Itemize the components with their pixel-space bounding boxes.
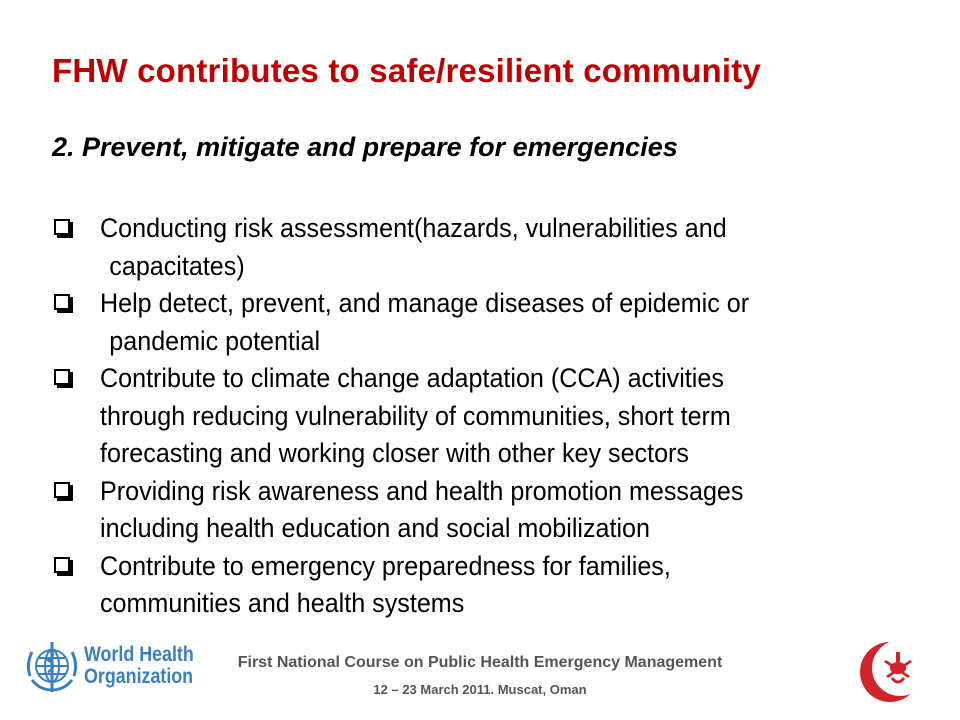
bullet-line: forecasting and working closer with other key sectors [100, 438, 689, 468]
bullet-line: Contribute to emergency preparedness for families, [100, 550, 671, 581]
bullet-line: through reducing vulnerability of communities, short term [100, 400, 731, 431]
bullet-line: Help detect, prevent, and manage diseases of epidemic or [100, 288, 750, 318]
bullet-item [52, 210, 942, 285]
slide-title: FHW contributes to safe/resilient community [52, 52, 762, 89]
oman-crescent-emblem-icon [852, 634, 928, 710]
bullet-line: pandemic potential [109, 325, 321, 356]
bullet-item [52, 473, 942, 548]
bullet-line: Providing risk awareness and health promotion messages [100, 475, 744, 506]
bullet-line: communities and health systems [100, 588, 465, 618]
bullet-line: capacitates) [109, 250, 245, 281]
checkbox-bullet-icon [54, 369, 70, 385]
bullet-item [52, 285, 942, 360]
who-logo-line2: Organization [84, 665, 194, 688]
bullet-line: Contribute to climate change adaptation (CCA) activities [100, 363, 724, 393]
bullet-line: including health education and social mobilization [100, 513, 650, 543]
footer-course-title: First National Course on Public Health Emergency Management [237, 654, 723, 671]
slide-subtitle: 2. Prevent, mitigate and prepare for emergencies [52, 132, 678, 162]
bullet-list [52, 210, 942, 623]
checkbox-bullet-icon [54, 557, 70, 573]
bullet-item [52, 360, 942, 473]
checkbox-bullet-icon [54, 294, 70, 310]
bullet-item [52, 548, 942, 623]
bullet-line: Conducting risk assessment(hazards, vulnerabilities and [100, 213, 727, 243]
footer-date-location: 12 – 23 March 2011. Muscat, Oman [373, 682, 587, 697]
checkbox-bullet-icon [54, 482, 70, 498]
checkbox-bullet-icon [54, 219, 70, 235]
who-logo-line1: World Health [84, 643, 194, 666]
